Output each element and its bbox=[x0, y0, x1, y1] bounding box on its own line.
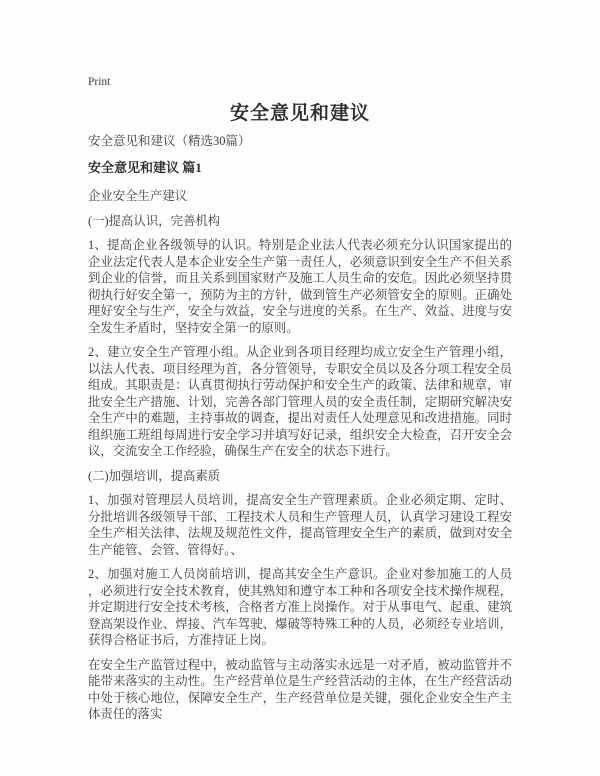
article-body bbox=[88, 188, 512, 723]
article-paragraph: 1、加强对管理层人员培训，提高安全生产管理素质。企业必须定期、定时、分批培训各级领导干部、工程技术人员和生产管理人员，认真学习建设工程安全生产相关法律、法规及规范性文件，提高管理安全生产的素质，做到对安全生产能管、会管、管得好。、 bbox=[88, 493, 512, 557]
article-paragraph: 2、加强对施工人员岗前培训，提高其安全生产意识。企业对参加施工的人员，必须进行安全技术教育，使其熟知和遵守本工种和各项安全技术操作规程，并定期进行安全技术考核，合格者方准上岗操作。对于从事电气、起重、建筑登高架设作业、焊接、汽车驾驶、爆破等特殊工种的人员，必须经专业培训，获得合格证书后，方准持证上岗。 bbox=[88, 567, 512, 647]
article-intro-line: 企业安全生产建议 bbox=[88, 189, 188, 203]
article-paragraph: 1、提高企业各级领导的认识。特别是企业法人代表必须充分认识国家提出的企业法定代表人是本企业安全生产第一责任人，必须意识到安全生产不但关系到企业的信誉，而且关系到国家财产及施工人员生命的安危。因此必须坚持贯彻执行好安全第一，预防为主的方针，做到管生产必须管安全的原则。正确处理好安全与生产，安全与效益，安全与进度的关系。在生产、效益、进度与安全发生矛盾时，坚持安全第一的原则。 bbox=[88, 238, 512, 335]
section-heading-one: (一)提高认识，完善机构 bbox=[88, 213, 221, 228]
collection-subtitle: 安全意见和建议（精选30篇） bbox=[88, 134, 251, 148]
page-title: 安全意见和建议 bbox=[229, 103, 370, 124]
chapter-heading: 安全意见和建议 篇1 bbox=[88, 160, 202, 175]
article-paragraph: 2、建立安全生产管理小组。从企业到各项目经理均成立安全生产管理小组，以法人代表、项目经理为首，各分管领导，专职安全员以及各分项工程安全员组成。其职责是：认真贯彻执行劳动保护和安全生产的政策、法律和规章，审批安全生产措施、计划，完善各部门管理人员的安全责任制，定期研究解决安全生产中的难题，主持事故的调查，提出对责任人处理意见和改进措施。同时组织施工班组每周进行安全学习并填写好记录，组织安全大检查，召开安全会议，交流安全工作经验，确保生产在安全的状态下进行。 bbox=[88, 345, 512, 458]
article-paragraph: 在安全生产监管过程中，被动监管与主动落实永远是一对矛盾，被动监管并不能带来落实的主动性。生产经营单位是生产经营活动的主体，在生产经营活动中处于核心地位，保障安全生产，生产经营单位是关键，强化企业安全生产主体责任的落实 bbox=[88, 657, 512, 721]
section-heading-two: (二)加强培训，提高素质 bbox=[88, 468, 221, 483]
print-link[interactable]: Print bbox=[88, 76, 111, 88]
